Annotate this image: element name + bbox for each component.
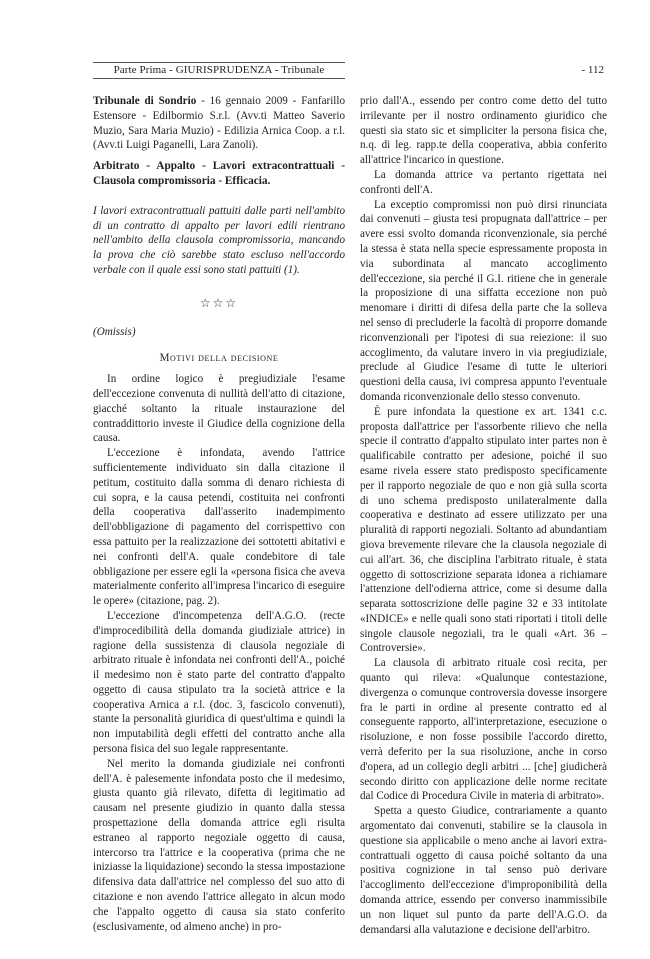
paragraph: L'eccezione è infondata, avendo l'attrice sufficientemente individuato sin dalla citazione il petitum, costituito dalla somma di denaro richiesta di cui sopra, e la causa petendi, costituita nei confronti della cooperativa dall'asserito inadempimento dell'obbligazione di pagamento del corrispettivo con essa pattuito per la realizzazione dei sottotetti abitativi e nei confronti dell'A. quale condebitore di tale obbligazione per essere egli la «persona fisica che aveva materialmente conferito all'impresa l'incarico di eseguire le opere» (citazione, pag. 2). — [93, 447, 345, 608]
omissis: (Omissis) — [93, 325, 136, 338]
running-head: Parte Prima - GIURISPRUDENZA - Tribunale — [113, 64, 325, 76]
paragraph: La clausola di arbitrato rituale così recita, per quanto qui rileva: «Qualunque contestazione, divergenza o comunque controversia dovesse insorgere fra le parti in ordine al presente contratto ed al conseguente rapporto, all'interpretazione, esecuzione o risoluzione, e non fosse possibile l'accordo diretto, verrà deferito per la sua risoluzione, anche in corso d'opera, ad un collegio degli arbitri ... [che] giudicherà secondo diritto con applicazione delle norme recitate dal Codice di Procedura Civile in materia di arbitrato». — [360, 657, 607, 803]
paragraph: La exceptio compromissi non può dirsi rinunciata dai convenuti – giusta tesi propugnata dall'attrice – per avere essi svolto domanda riconvenzionale, sia perché la stessa è stata nella specie espressamente proposta in via subordinata al mancato accoglimento dell'eccezione, sia perché il G.I. ritiene che in generale la proposizione di una siffatta eccezione non può menomare i diritti di difesa della parte che la solleva nel senso di precluderle la facoltà di proporre domande riconvenzionali per l'ipotesi di sua reiezione: il suo accoglimento, da valutare invero in via pregiudiziale, preclude al Giudice l'esame di tutte le ulteriori questioni della causa, ivi compresa appunto l'eventuale domanda riconvenzionale dello stesso convenuto. — [360, 198, 607, 403]
abstract: I lavori extracontrattuali pattuiti dalle parti nell'ambito di un contratto di appalto per lavori edili rientrano nell'ambito della clausola compromissoria, mancando la prova che ciò sarebbe stato escluso nell'accordo verbale con il quale essi sono stati pattuiti (1). — [93, 204, 345, 276]
page-number: - 112 — [581, 64, 604, 76]
paragraph: Nel merito la domanda giudiziale nei confronti dell'A. è palesemente infondata posto che il medesimo, giusta quanto già rilevato, difetta di legitimatio ad causam nel presente giudizio in quanto dalla stessa prospettazione della domanda attrice egli risulta estraneo al rapporto negoziale oggetto di causa, intercorso tra l'attrice e la cooperativa (prima che ne iniziasse la liquidazione) secondo la stessa impostazione difensiva data dall'attrice nel complesso del suo atto di citazione e non avendo l'attrice allegato in alcun modo che l'appalto oggetto di causa sia stato conferito (esclusivamente, od almeno anche) in pro- — [93, 757, 345, 933]
header-rule-bottom — [93, 78, 345, 79]
paragraph: In ordine logico è pregiudiziale l'esame dell'eccezione convenuta di nullità dell'atto di citazione, giacché soltanto la rituale instaurazione del contraddittorio investe il Giudice della cognizione della causa. — [93, 373, 345, 445]
case-heading — [93, 94, 345, 153]
section-title: Motivi della decisione — [159, 352, 279, 365]
paragraph: È pure infondata la questione ex art. 1341 c.c. proposta dall'attrice per l'assorbente rilievo che nella specie il contratto d'appalto stipulato inter partes non è qualificabile contratto per adesione, poiché il suo esame rivela essere stato predisposto specificamente per il rapporto negoziale de quo e non già sulla scorta di uno schema predisposto unilateralmente dalla cooperativa e destinato ad essere utilizzato per una pluralità di rapporti negoziali. Soltanto ad abundantiam giova brevemente rilevare che la clausola negoziale di cui all'art. 36, che disciplina l'arbitrato rituale, è stata oggetto di sottoscrizione separata idonea a richiamare l'attenzione dell'odierna attrice, come si desume dalla separata sottoscrizione delle pagine 32 e 33 intitolate «INDICE» e nelle quali sono stati riportati i titoli delle singole clausole negoziali, tra le quali «Art. 36 – Controversie». — [360, 405, 607, 655]
case-info: - 16 gennaio 2009 - Fanfarillo Estensore - Edilbormio S.r.l. (Avv.ti Matteo Saverio Muzio, Sara Maria Muzio) - Edilizia Arnica Coop. a r.l. (Avv.ti Luigi Paganelli, Lara Zanoli). — [93, 95, 345, 152]
subject-heading: Arbitrato - Appalto - Lavori extracontrattuali - Clausola compromissoria - Efficacia. — [93, 160, 345, 187]
left-column — [93, 94, 345, 934]
stars-divider: ☆☆☆ — [199, 295, 239, 310]
header-rule-top — [93, 62, 345, 63]
paragraph: Spetta a questo Giudice, contrariamente a quanto argomentato dai convenuti, stabilire se la clausola in questione sia applicabile o meno anche ai lavori extra-contrattuali oggetto di causa poiché soltanto da una positiva cognizione in tal senso può derivare l'accoglimento dell'eccezione d'improponibilità della domanda attrice, essendo per converso inammissibile un non liquet sul punto da parte dell'A.G.O. da demandarsi alla valutazione e decisione dell'arbitro. — [360, 805, 607, 936]
paragraph: L'eccezione d'incompetenza dell'A.G.O. (recte d'improcedibilità della domanda giudiziale attrice) in ragione della sussistenza di clausola negoziale di arbitrato rituale è infondata nei confronti dell'A., poiché il medesimo non è stato parte del contratto d'appalto oggetto di causa stipulato tra la società attrice e la cooperativa Arnica a r.l. (doc. 3, fascicolo convenuti), stante la personalità giuridica di quest'ultima e quindi la non imputabilità degli effetti del contratto anche alla persona fisica del suo legale rappresentante. — [93, 609, 345, 756]
paragraph: La domanda attrice va pertanto rigettata nei confronti dell'A. — [360, 168, 607, 196]
paragraph: prio dall'A., essendo per contro come detto del tutto irrilevante per il nostro ordinamento giuridico che questi sia stato sic et simpliciter la persona fisica che, n.q. di leg. rapp.te della cooperativa, abbia conferito all'attrice l'incarico in questione. — [360, 95, 607, 167]
right-column — [360, 94, 607, 937]
court-name: Tribunale di Sondrio — [93, 95, 197, 107]
